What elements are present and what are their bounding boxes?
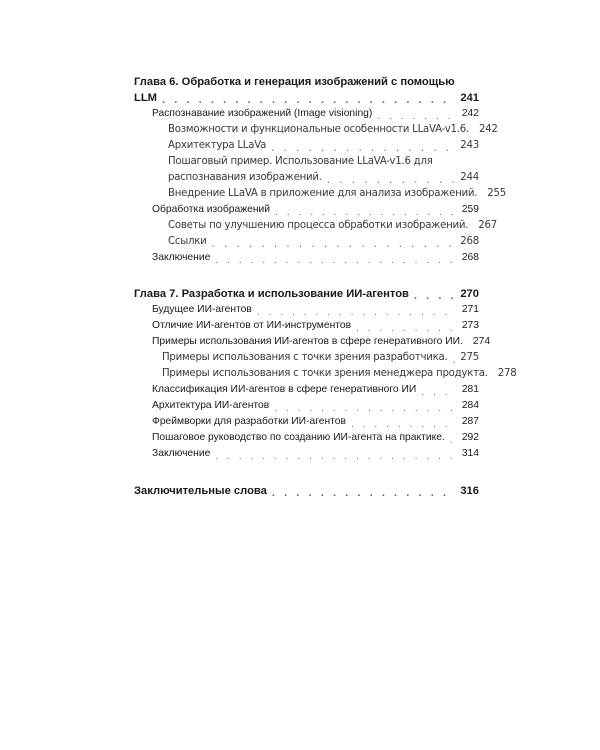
toc-entry (134, 218, 497, 234)
table-of-contents (134, 74, 517, 499)
toc-entry-page: 244 (460, 172, 479, 183)
toc-entry-title: Будущее ИИ-агентов (152, 304, 252, 315)
toc-entry-title: Заключение (152, 448, 211, 459)
toc-entry-page: 267 (478, 220, 497, 231)
toc-entry-title-line2: распознавания изображений. (168, 172, 322, 183)
toc-entry (134, 122, 498, 138)
final-words-title: Заключительные слова (134, 485, 267, 497)
leader-dots (351, 419, 457, 430)
toc-entry (134, 138, 479, 154)
chapter-6-heading (134, 74, 479, 106)
chapter-6-title-line2: LLM (134, 92, 157, 104)
toc-entry (134, 302, 479, 318)
toc-entry-title: Пошаговое руководство по созданию ИИ-агента на практике. (152, 432, 445, 443)
leader-dots (275, 207, 457, 218)
toc-entry-title-row (168, 170, 479, 186)
toc-entry (134, 106, 479, 122)
toc-entry (134, 366, 517, 382)
toc-entry (134, 414, 479, 430)
toc-entry-title: Ссылки (168, 236, 207, 247)
toc-entry (134, 446, 479, 462)
leader-dots (257, 307, 457, 318)
leader-dots (450, 435, 457, 446)
leader-dots (215, 255, 456, 266)
toc-entry (134, 382, 479, 398)
toc-entry-title: Внедрение LLaVA в приложение для анализа изображений. (168, 188, 478, 199)
final-words-heading (134, 483, 479, 499)
toc-entry-page: 292 (461, 432, 479, 443)
toc-entry-title: Примеры использования ИИ-агентов в сфере генеративного ИИ. (152, 336, 463, 347)
toc-entry-title: Обработка изображений (152, 204, 271, 215)
toc-entry-title: Советы по улучшению процесса обработки изображений. (168, 220, 469, 231)
toc-entry-page: 255 (487, 188, 506, 199)
toc-entry-title: Возможности и функциональные особенности LLaVA-v1.6. (168, 124, 469, 135)
toc-entry (134, 398, 479, 414)
toc-entry-page: 242 (478, 124, 498, 135)
toc-entry-title-line1: Пошаговый пример. Использование LLaVA-v1.6 для (168, 156, 433, 167)
toc-entry (134, 430, 479, 446)
toc-entry (134, 250, 479, 266)
toc-entry-title: Примеры использования с точки зрения разработчика. (162, 352, 448, 363)
toc-entry-page: 314 (461, 448, 479, 459)
chapter-6-title-line1: Глава 6. Обработка и генерация изображений с помощью (134, 76, 455, 88)
toc-entry-page: 281 (461, 384, 479, 395)
toc-entry-page: 242 (461, 108, 479, 119)
toc-entry (134, 334, 491, 350)
toc-entry-page: 274 (472, 336, 491, 347)
toc-entry (134, 202, 479, 218)
toc-entry (134, 234, 479, 250)
chapter-6-page: 241 (460, 92, 479, 104)
leader-dots (272, 487, 455, 499)
toc-entry-page: 268 (461, 252, 479, 263)
leader-dots (453, 355, 456, 366)
toc-entry-page: 275 (460, 352, 479, 363)
toc-entry-title: Классификация ИИ-агентов в сфере генеративного ИИ (152, 384, 417, 395)
leader-dots (215, 451, 456, 462)
toc-entry-page: 287 (461, 416, 479, 427)
toc-entry-page: 243 (460, 140, 479, 151)
toc-entry-title: Архитектура LLaVa (168, 140, 267, 151)
toc-entry-page: 284 (461, 400, 479, 411)
final-words-page: 316 (460, 485, 479, 497)
chapter-7-title: Глава 7. Разработка и использование ИИ-агентов (134, 288, 409, 300)
toc-entry-page: 268 (460, 236, 479, 247)
toc-entry-title: Заключение (152, 252, 211, 263)
toc-entry (134, 186, 506, 202)
toc-entry (134, 154, 479, 186)
chapter-7-page: 270 (460, 288, 479, 300)
leader-dots (377, 111, 456, 122)
leader-dots (271, 143, 455, 154)
toc-entry-title: Отличие ИИ-агентов от ИИ-инструментов (152, 320, 352, 331)
leader-dots (421, 387, 457, 398)
leader-dots (356, 323, 457, 334)
toc-entry-page: 273 (461, 320, 479, 331)
chapter-7-heading (134, 286, 479, 302)
toc-entry-page: 278 (497, 368, 517, 379)
toc-entry-page: 259 (461, 204, 479, 215)
leader-dots (414, 290, 455, 302)
toc-entry-title: Фреймворки для разработки ИИ-агентов (152, 416, 346, 427)
toc-entry-title: Архитектура ИИ-агентов (152, 400, 270, 411)
leader-dots (212, 239, 456, 250)
toc-entry (134, 350, 479, 366)
toc-entry-title: Распознавание изображений (Image visioning) (152, 108, 373, 119)
leader-dots (162, 94, 455, 106)
leader-dots (327, 175, 456, 186)
toc-entry-page: 271 (461, 304, 479, 315)
leader-dots (274, 403, 457, 414)
toc-entry (134, 318, 479, 334)
chapter-6-title-row (134, 90, 479, 106)
toc-entry-title: Примеры использования с точки зрения менеджера продукта. (162, 368, 488, 379)
